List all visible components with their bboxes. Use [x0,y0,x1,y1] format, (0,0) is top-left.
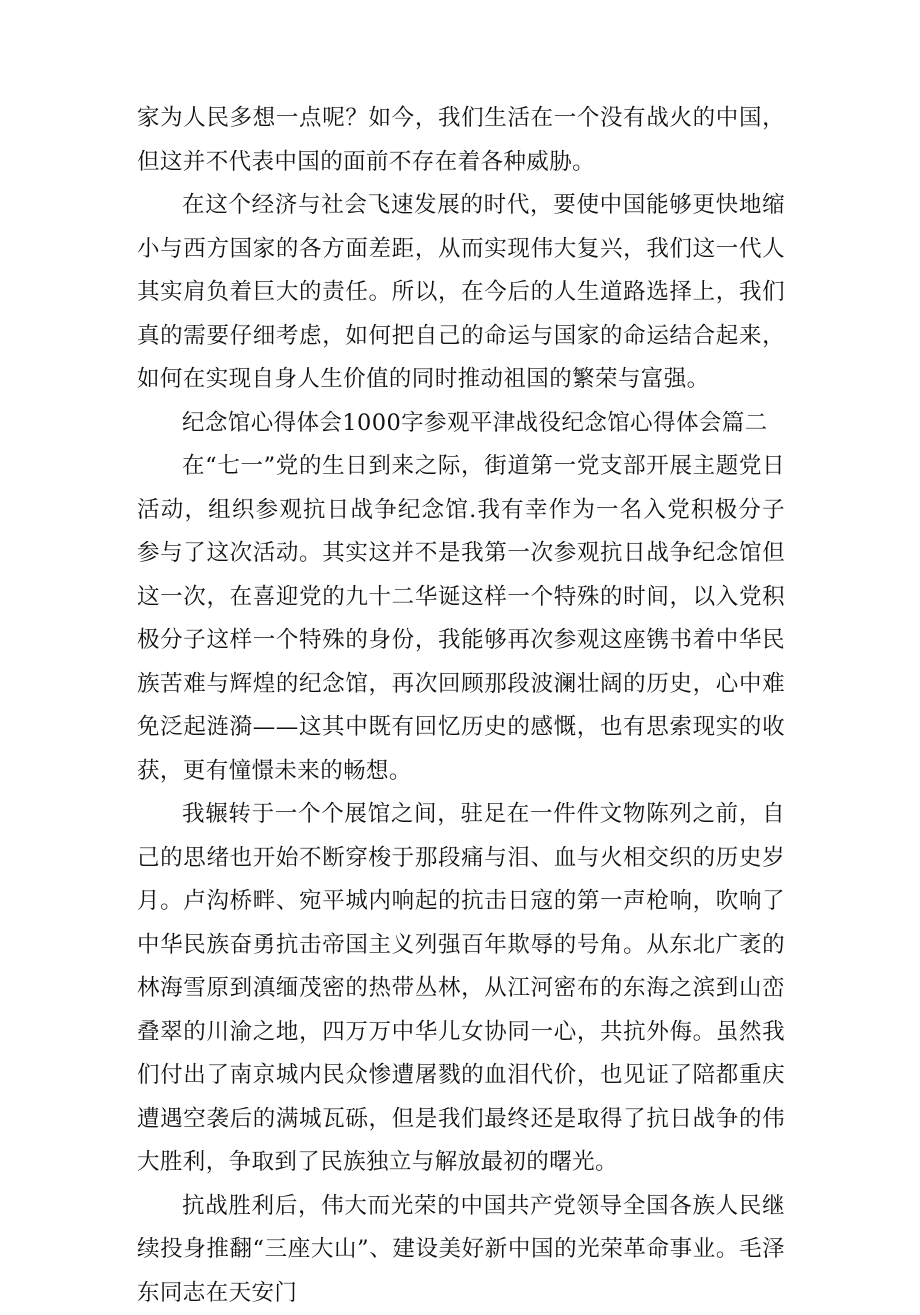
paragraph: 我辗转于一个个展馆之间，驻足在一件件文物陈列之前，自己的思绪也开始不断穿梭于那段痛与泪、血与火相交织的历史岁月。卢沟桥畔、宛平城内响起的抗击日寇的第一声枪响，吹响了中华民族奋勇抗击帝国主义列强百年欺辱的号角。从东北广袤的林海雪原到滇缅茂密的热带丛林，从江河密布的东海之滨到山峦叠翠的川渝之地，四万万中华儿女协同一心，共抗外侮。虽然我们付出了南京城内民众惨遭屠戮的血泪代价，也见证了陪都重庆遭遇空袭后的满城瓦砾，但是我们最终还是取得了抗日战争的伟大胜利，争取到了民族独立与解放最初的曙光。 [137,793,785,1185]
paragraph: 在这个经济与社会飞速发展的时代，要使中国能够更快地缩小与西方国家的各方面差距，从而实现伟大复兴，我们这一代人其实肩负着巨大的责任。所以，在今后的人生道路选择上，我们真的需要仔细考虑，如何把自己的命运与国家的命运结合起来，如何在实现自身人生价值的同时推动祖国的繁荣与富强。 [137,184,785,402]
document-body [137,97,785,1315]
paragraph-continuation: 家为人民多想一点呢？如今，我们生活在一个没有战火的中国，但这并不代表中国的面前不存在着各种威胁。 [137,97,785,184]
paragraph: 抗战胜利后，伟大而光荣的中国共产党领导全国各族人民继续投身推翻“三座大山”、建设美好新中国的光荣革命事业。毛泽东同志在天安门 [137,1185,785,1315]
paragraph: 在“七一”党的生日到来之际，街道第一党支部开展主题党日活动，组织参观抗日战争纪念馆.我有幸作为一名入党积极分子参与了这次活动。其实这并不是我第一次参观抗日战争纪念馆但这一次，在喜迎党的九十二华诞这样一个特殊的时间，以入党积极分子这样一个特殊的身份，我能够再次参观这座镌书着中华民族苦难与辉煌的纪念馆，再次回顾那段波澜壮阔的历史，心中难免泛起涟漪——这其中既有回忆历史的感慨，也有思索现实的收获，更有憧憬未来的畅想。 [137,445,785,793]
section-heading: 纪念馆心得体会1000字参观平津战役纪念馆心得体会篇二 [137,402,785,446]
